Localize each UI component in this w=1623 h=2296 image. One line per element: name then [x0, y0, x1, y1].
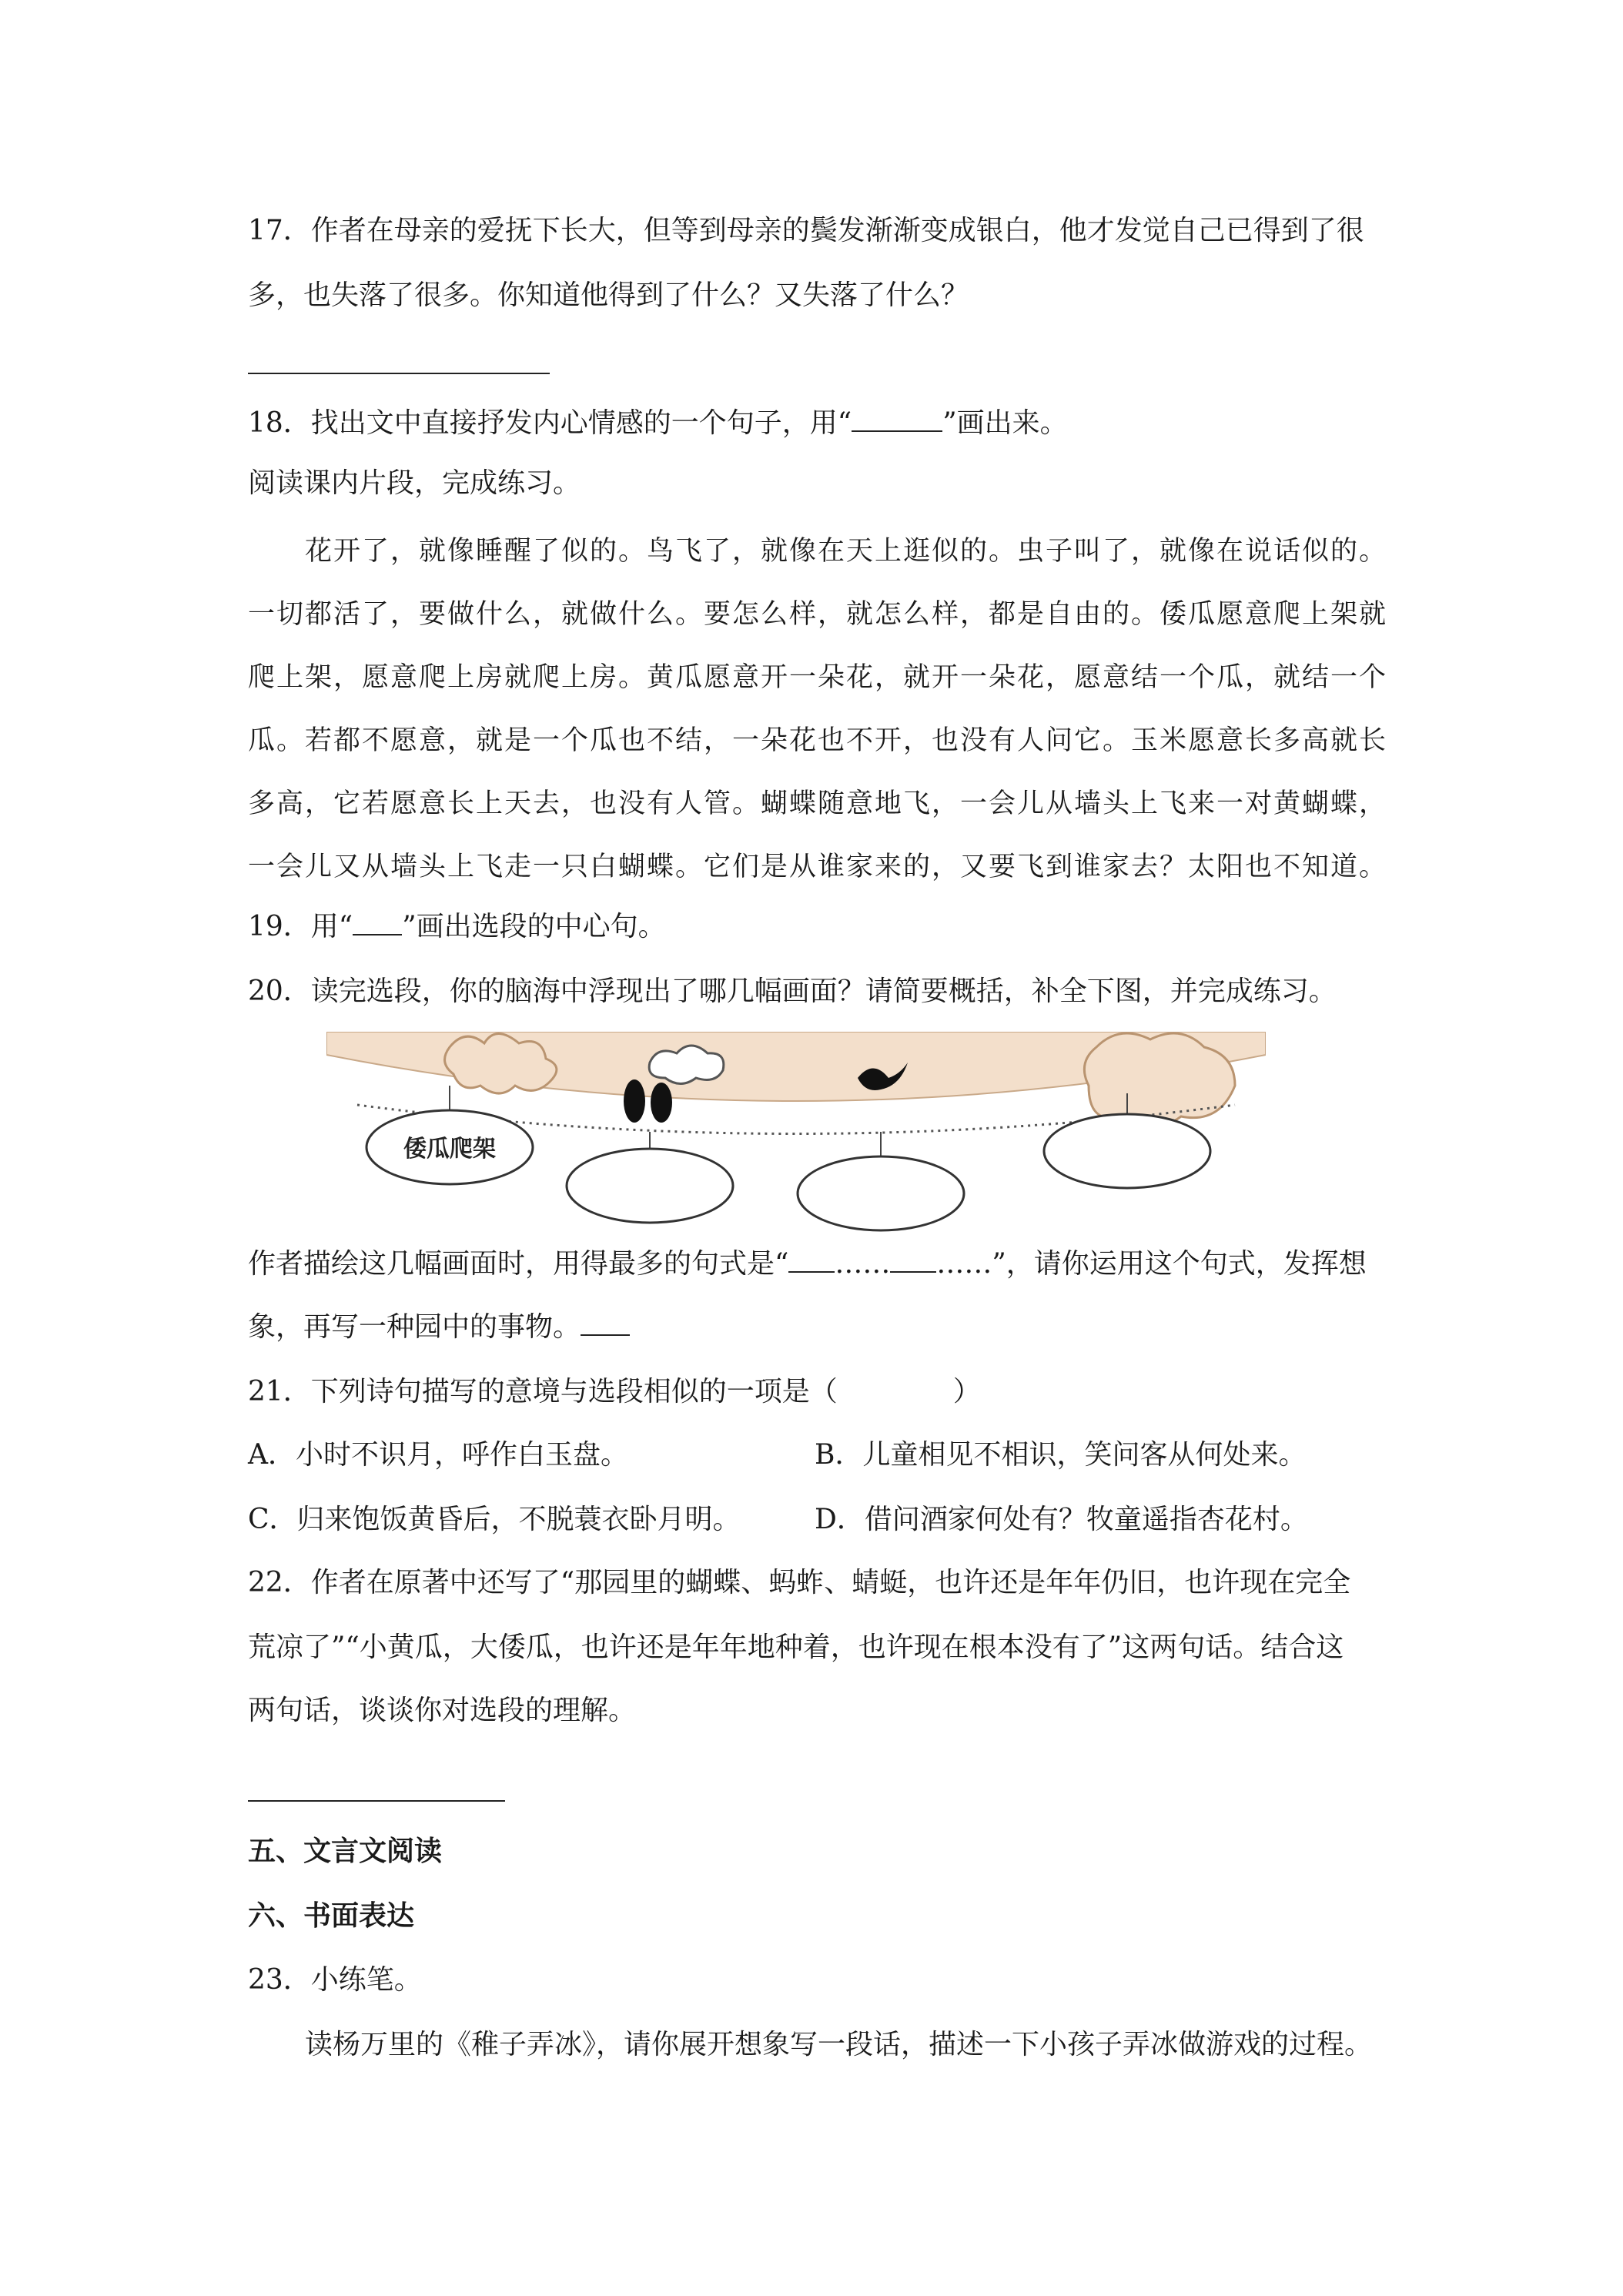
q20-dots-1: ……: [835, 1248, 891, 1280]
q20-follow-line-2: [248, 1310, 1387, 1344]
q21-stem: [248, 1375, 1387, 1409]
q19-underline-sample: [353, 911, 402, 935]
option-d-text: 借问酒家何处有？牧童遥指杏花村。: [864, 1504, 1308, 1535]
option-c-text: 归来饱饭黄昏后，不脱蓑衣卧月明。: [296, 1504, 741, 1535]
q17-answer-line[interactable]: [248, 373, 550, 374]
q23-body: 读杨万里的《稚子弄冰》，请你展开想象写一段话，描述一下小孩子弄冰做游戏的过程。: [305, 2029, 1373, 2060]
q20-follow-line-2-text: 象，再写一种园中的事物。: [248, 1311, 581, 1343]
bubble-1-label: 倭瓜爬架: [403, 1136, 496, 1163]
garden-scene-figure: [326, 1032, 1266, 1232]
bubble-4[interactable]: [1044, 1114, 1210, 1188]
perched-bird-left-icon: [624, 1079, 645, 1123]
q22-line-3: 两句话，谈谈你对选段的理解。: [248, 1695, 637, 1726]
q17-line-1: 17．作者在母亲的爱抚下长大，但等到母亲的鬓发渐渐变成银白，他才发觉自己已得到了很: [248, 215, 1364, 246]
q21-option-a[interactable]: [248, 1438, 628, 1472]
q18-text-before: 18．找出文中直接抒发内心情感的一个句子，用“: [248, 407, 852, 439]
option-b-text: 儿童相见不相识，笑问客从何处来。: [862, 1439, 1307, 1471]
q20-dots-2: ……”，请你运用这个句式，发挥想: [936, 1248, 1367, 1280]
passage-line-1: 花开了，就像睡醒了似的。鸟飞了，就像在天上逛似的。虫子叫了，就像在说话似的。: [305, 536, 1388, 567]
q22-answer-line[interactable]: [248, 1800, 505, 1802]
q21-option-b[interactable]: [815, 1438, 1306, 1472]
perched-bird-right-icon: [651, 1083, 672, 1123]
option-a-label: A．: [248, 1439, 296, 1471]
bubble-3[interactable]: [798, 1156, 964, 1230]
section-6-heading: 六、书面表达: [248, 1899, 415, 1932]
q19-line: [248, 910, 1387, 944]
q20-blank-2[interactable]: [890, 1248, 936, 1273]
q20-follow-line-1: [248, 1247, 1387, 1281]
q21-option-c[interactable]: [248, 1503, 741, 1537]
q23-title: 23．小练笔。: [248, 1964, 422, 1996]
q18-text-after: ”画出来。: [942, 407, 1068, 439]
q21-option-d[interactable]: [815, 1503, 1308, 1537]
q21-paren-close: ）: [952, 1376, 981, 1407]
q17-line-2: 多，也失落了很多。你知道他得到了什么？又失落了什么？: [248, 279, 969, 311]
passage-line-5: 多高，它若愿意长上天去，也没有人管。蝴蝶随意地飞，一会儿从墙头上飞来一对黄蝴蝶，: [248, 788, 1388, 819]
option-d-label: D．: [815, 1504, 865, 1535]
q22-line-2: 荒凉了”“小黄瓜，大倭瓜，也许还是年年地种着，也许现在根本没有了”这两句话。结合这: [248, 1632, 1344, 1663]
option-a-text: 小时不识月，呼作白玉盘。: [296, 1439, 629, 1471]
q21-stem-text: 21．下列诗句描写的意境与选段相似的一项是（: [248, 1376, 838, 1407]
q20-blank-3[interactable]: [581, 1311, 630, 1336]
q19-text-after: ”画出选段的中心句。: [402, 911, 666, 942]
passage-line-3: 爬上架，愿意爬上房就爬上房。黄瓜愿意开一朵花，就开一朵花，愿意结一个瓜，就结一个: [248, 662, 1388, 693]
passage-line-4: 瓜。若都不愿意，就是一个瓜也不结，一朵花也不开，也没有人问它。玉米愿意长多高就长: [248, 725, 1388, 756]
q20-blank-1[interactable]: [788, 1248, 835, 1273]
passage-line-6: 一会儿又从墙头上飞走一只白蝴蝶。它们是从谁家来的，又要飞到谁家去？太阳也不知道。: [248, 852, 1388, 882]
option-b-label: B．: [815, 1439, 863, 1471]
reading-intro: 阅读课内片段，完成练习。: [248, 467, 581, 499]
bubble-2[interactable]: [567, 1149, 733, 1223]
q22-line-1: 22．作者在原著中还写了“那园里的蝴蝶、蚂蚱、蜻蜓，也许还是年年仍旧，也许现在完全: [248, 1567, 1351, 1598]
q20-follow-a: 作者描绘这几幅画面时，用得最多的句式是“: [248, 1248, 789, 1280]
q20-line-1: 20．读完选段，你的脑海中浮现出了哪几幅画面？请简要概括，补全下图，并完成练习。: [248, 976, 1337, 1007]
q19-text-before: 19．用“: [248, 911, 353, 942]
q18-underline-sample: [852, 407, 942, 432]
option-c-label: C．: [248, 1504, 297, 1535]
section-5-heading: 五、文言文阅读: [248, 1835, 443, 1867]
passage-line-2: 一切都活了，要做什么，就做什么。要怎么样，就怎么样，都是自由的。倭瓜愿意爬上架就: [248, 599, 1388, 630]
q18-line: [248, 407, 1387, 440]
